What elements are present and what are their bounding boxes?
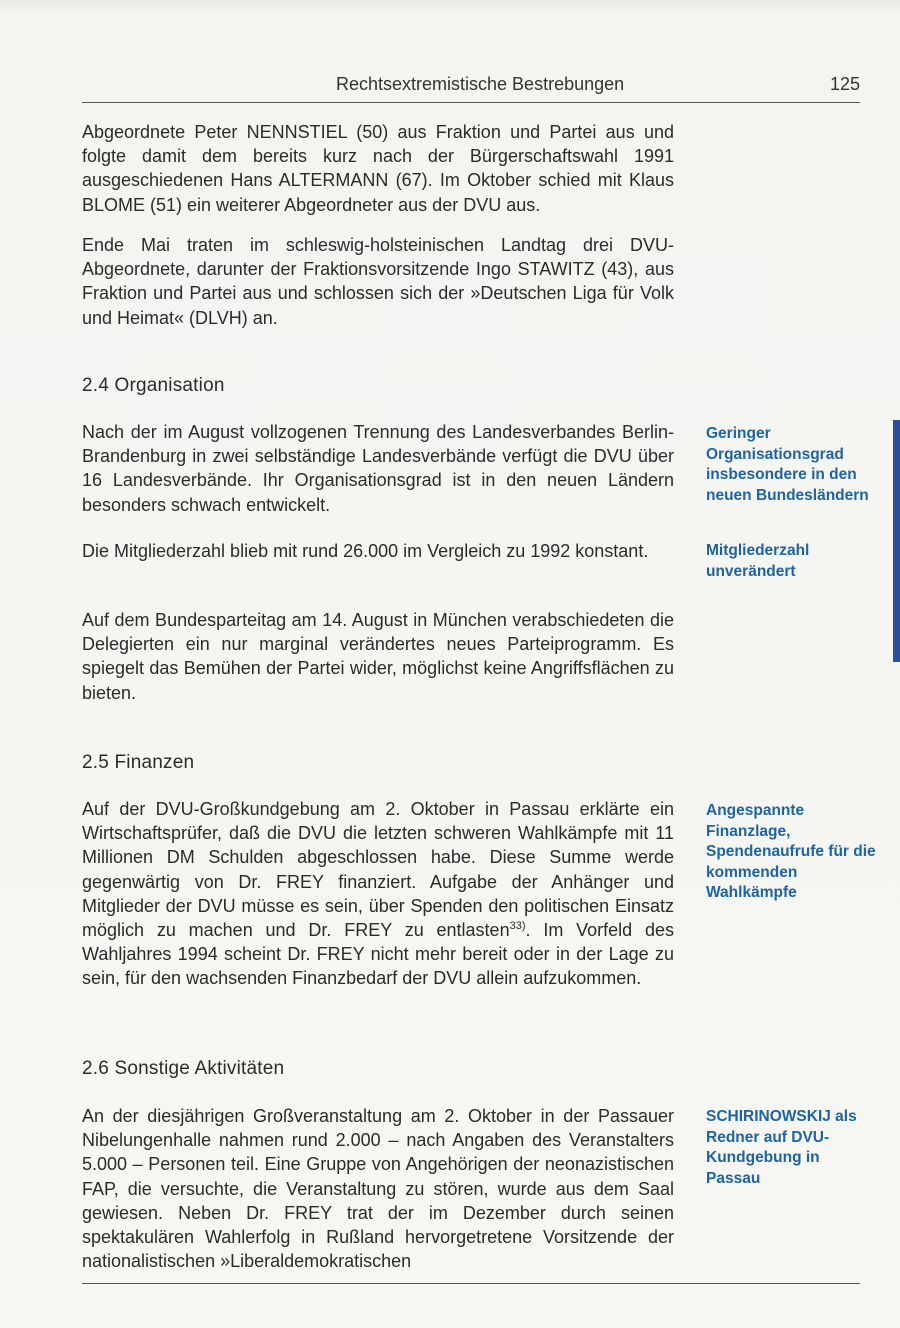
margin-note-organisation: Geringer Organisationsgrad insbesondere in den neuen Bundesländern (706, 425, 869, 504)
footer-rule (82, 1283, 860, 1284)
running-header (82, 74, 860, 103)
paragraph-text: Auf dem Bundesparteitag am 14. August in München verabschiedeten die Delegierten ein nur marginal verändertes neues Parteiprogramm. Es spiegelt das Bemühen der Partei wider, möglichst keine Angriffsflächen zu bieten. (82, 610, 674, 703)
paragraph-7 (82, 1104, 674, 1273)
thumb-index-tab (893, 420, 900, 662)
paragraph-text-part: Auf der DVU-Großkundgebung am 2. Oktober in Passau erklärte ein Wirtschaftsprüfer, daß die DVU die letzten schweren Wahlkämpfe mit 11 Millionen DM Schulden abgeschlossen habe. Diese Summe werde gegenwärtig von Dr. FREY finanziert. Aufgabe der Anhänger und Mitglieder der DVU müsse es sein, über Spenden den politischen Einsatz möglich zu machen und Dr. FREY zu entlasten (82, 799, 674, 941)
margin-note-finances: Angespannte Finanzlage, Spendenaufrufe für die kommenden Wahlkämpfe (706, 802, 876, 901)
page-number: 125 (829, 74, 860, 94)
margin-note-members: Mitgliederzahl unverändert (706, 542, 810, 580)
paragraph-text: Abgeordnete Peter NENNSTIEL (50) aus Fraktion und Partei aus und folgte damit dem bereits kurz nach der Bürgerschaftswahl 1991 ausgeschiedenen Hans ALTERMANN (67). Im Oktober schied mit Klaus BLOME (51) ein weiterer Abgeordneter aus der DVU aus. (82, 122, 674, 215)
header-title: Rechtsextremistische Bestrebungen (336, 74, 625, 94)
paragraph-text: Nach der im August vollzogenen Trennung des Landesverbandes Berlin-Brandenburg in zwei selbständige Landesverbände verfügt die DVU über 16 Landesverbände. Ihr Organisationsgrad ist in den neuen Ländern besonders schwach entwickelt. (82, 422, 674, 515)
paragraph-6 (82, 797, 674, 991)
paragraph-text: Die Mitgliederzahl blieb mit rund 26.000 im Vergleich zu 1992 konstant. (82, 541, 649, 561)
paragraph-1 (82, 120, 674, 217)
margin-note-schirinowskij: SCHIRINOWSKIJ als Redner auf DVU-Kundgebung in Passau (706, 1108, 857, 1187)
paragraph-text: Ende Mai traten im schleswig-holsteinischen Landtag drei DVU-Abgeordnete, darunter der Fraktionsvorsitzende Ingo STAWITZ (43), aus Fraktion und Partei aus und schlossen sich der »Deutschen Liga für Volk und Heimat« (DLVH) an. (82, 235, 674, 328)
heading-finanzen: 2.5 Finanzen (82, 752, 195, 773)
paragraph-text-part: . Im Vorfeld des Wahljahres 1994 scheint Dr. FREY nicht mehr bereit oder in der Lage zu sein, für den wachsenden Finanzbedarf der DVU allein aufzukommen. (82, 920, 675, 989)
paragraph-2 (82, 233, 674, 330)
paragraph-4 (82, 539, 674, 563)
paragraph-3 (82, 420, 674, 517)
paragraph-text: An der diesjährigen Großveranstaltung am 2. Oktober in der Passauer Nibelungenhalle nahmen rund 2.000 – nach Angaben des Veranstalters 5.000 – Personen teil. Eine Gruppe von Angehörigen der neonazistischen FAP, die versuchte, die Veranstaltung zu stören, wurde aus dem Saal gewiesen. Neben Dr. FREY trat der im Dezember durch seinen spektakulären Wahlerfolg in Rußland hervorgetretene Vorsitzende der nationalistischen »Liberaldemokratischen (82, 1106, 674, 1272)
heading-organisation: 2.4 Organisation (82, 375, 225, 396)
paragraph-5 (82, 608, 674, 705)
heading-sonstige: 2.6 Sonstige Aktivitäten (82, 1058, 285, 1079)
footnote-marker: 33) (509, 920, 526, 933)
paragraph-text (82, 797, 674, 991)
